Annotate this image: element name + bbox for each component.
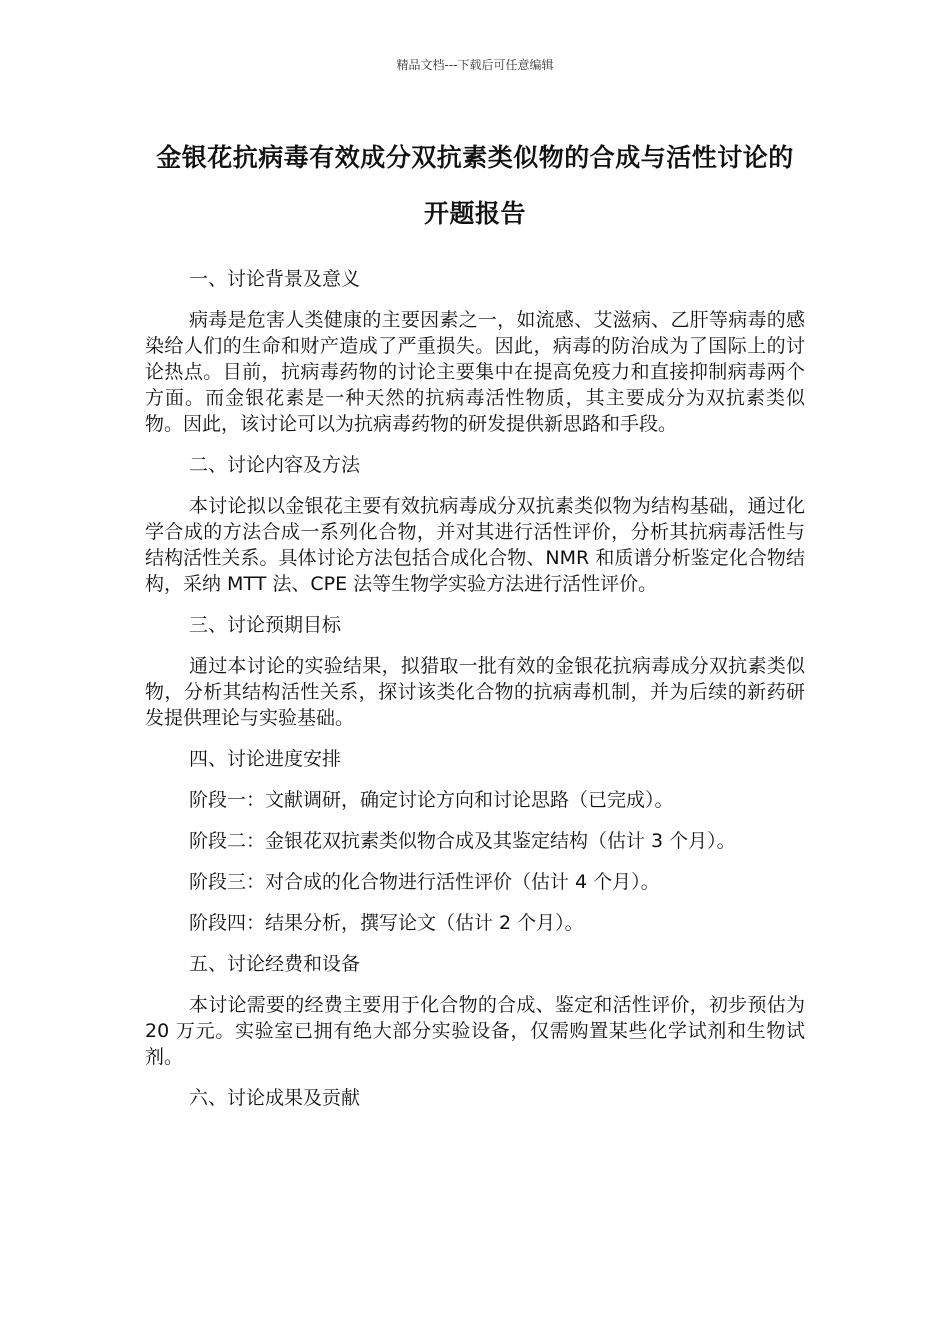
section-paragraph-background: 病毒是危害人类健康的主要因素之一，如流感、艾滋病、乙肝等病毒的感染给人们的生命和财产造成了严重损失。因此，病毒的防治成为了国际上的讨论热点。目前，抗病毒药物的讨论主要集中在提高免疫力和直接抑制病毒两个方面。而金银花素是一种天然的抗病毒活性物质，其主要成分为双抗素类似物。因此，该讨论可以为抗病毒药物的研发提供新思路和手段。 [145,309,805,435]
section-heading-funding-equipment: 五、讨论经费和设备 [189,953,361,975]
section-heading-results-contribution: 六、讨论成果及贡献 [189,1087,361,1109]
section-heading-background: 一、讨论背景及意义 [189,268,361,290]
section-heading-schedule: 四、讨论进度安排 [189,748,342,770]
section-paragraph-expected-goals: 通过本讨论的实验结果，拟猎取一批有效的金银花抗病毒成分双抗素类似物，分析其结构活性关系，探讨该类化合物的抗病毒机制，并为后续的新药研发提供理论与实验基础。 [145,655,805,729]
document-title: 金银花抗病毒有效成分双抗素类似物的合成与活性讨论的开题报告 [156,143,794,228]
section-paragraph-content-method: 本讨论拟以金银花主要有效抗病毒成分双抗素类似物为结构基础，通过化学合成的方法合成一系列化合物，并对其进行活性评价，分析其抗病毒活性与结构活性关系。具体讨论方法包括合成化合物、NMR 和质谱分析鉴定化合物结构，采纳 MTT 法、CPE 法等生物学实验方法进行活性评价。 [145,495,805,595]
schedule-stage-4: 阶段四：结果分析，撰写论文（估计 2 个月）。 [189,912,584,934]
schedule-stage-2: 阶段二：金银花双抗素类似物合成及其鉴定结构（估计 3 个月）。 [189,830,736,852]
schedule-stage-3: 阶段三：对合成的化合物进行活性评价（估计 4 个月）。 [189,871,660,893]
section-heading-content-method: 二、讨论内容及方法 [189,454,361,476]
section-paragraph-funding-equipment: 本讨论需要的经费主要用于化合物的合成、鉴定和活性评价，初步预估为 20 万元。实验室已拥有绝大部分实验设备，仅需购置某些化学试剂和生物试剂。 [145,994,805,1068]
section-heading-expected-goals: 三、讨论预期目标 [189,614,342,636]
header-note: 精品文档---下载后可任意编辑 [396,58,554,72]
schedule-stage-1: 阶段一：文献调研，确定讨论方向和讨论思路（已完成）。 [189,789,674,811]
document-body [145,266,805,1126]
